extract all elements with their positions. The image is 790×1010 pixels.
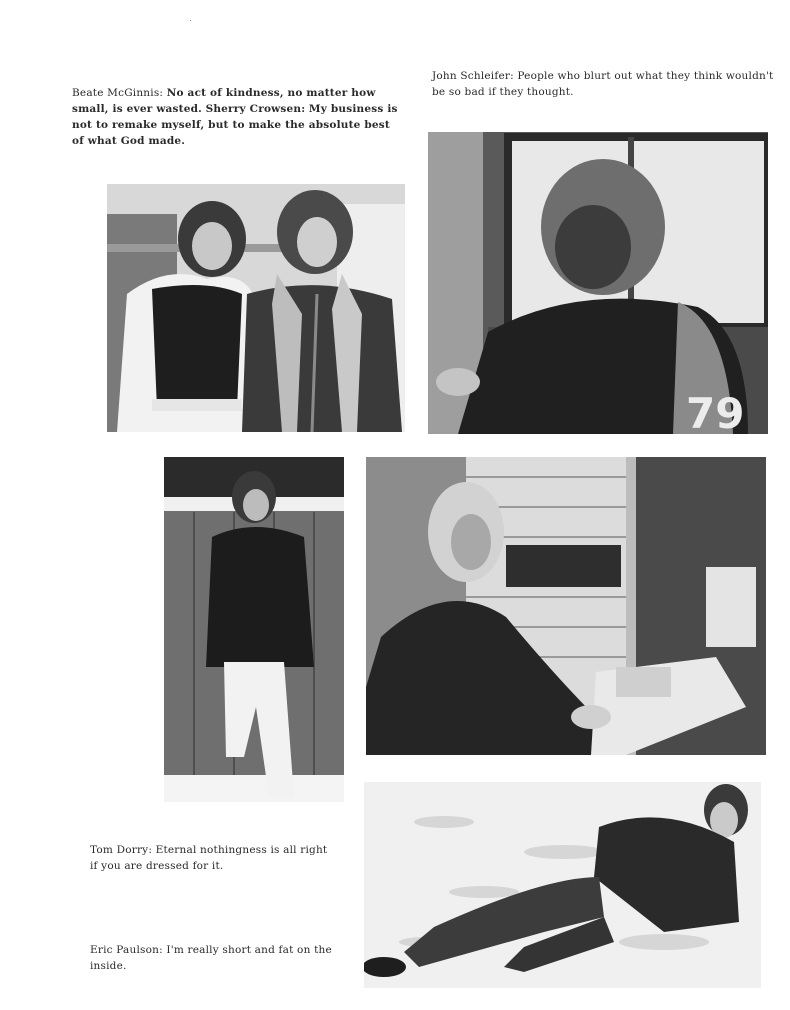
caption-paulson: [90, 942, 340, 974]
photo-schleifer: [428, 132, 768, 434]
caption-quote-paulson: I'm really short and fat on the inside.: [90, 944, 332, 972]
photo-paulson-terminal: [366, 457, 766, 755]
caption-name-paulson: Eric Paulson:: [90, 944, 163, 956]
caption-mcginnis-crowsen: [72, 85, 402, 149]
photo-dorry: [164, 457, 344, 802]
caption-dorry: [90, 842, 335, 874]
jacket-number-text: 79: [686, 389, 745, 434]
caption-schleifer: [432, 68, 777, 100]
photo-paulson-snow: [364, 782, 761, 988]
caption-quote-mcginnis: No act of kindness, no matter how small, is ever wasted.: [72, 87, 376, 115]
caption-name-crowsen: Sherry Crowsen:: [205, 103, 306, 115]
caption-quote-crowsen: My business is not to remake myself, but to make the absolute best of what God made.: [72, 103, 398, 147]
photo-mcginnis-crowsen: [107, 184, 405, 432]
caption-name-mcginnis: Beate McGinnis:: [72, 87, 164, 99]
caption-name-schleifer: John Schleifer:: [432, 70, 514, 82]
caption-name-dorry: Tom Dorry:: [90, 844, 153, 856]
caption-quote-dorry: Eternal nothingness is all right if you are dressed for it.: [90, 844, 328, 872]
caption-quote-schleifer: People who blurt out what they think wouldn't be so bad if they thought.: [432, 70, 774, 98]
page-speck: [190, 20, 191, 21]
